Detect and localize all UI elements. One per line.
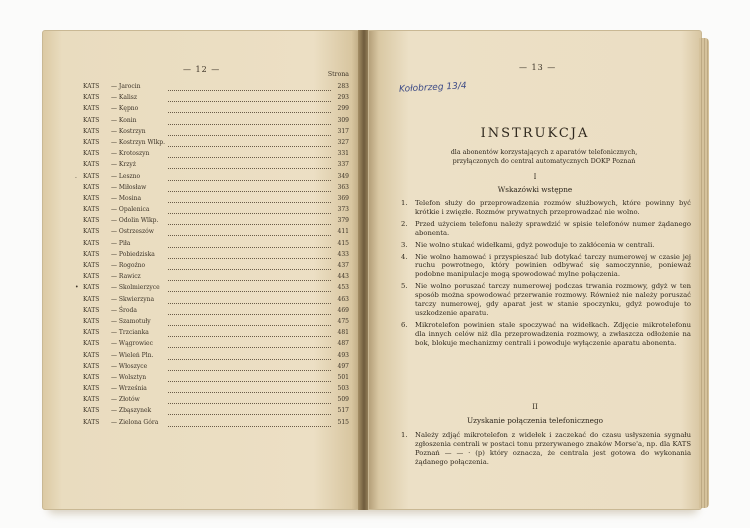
entry-page: 453 <box>337 284 349 292</box>
entry-page: 517 <box>337 407 349 415</box>
index-entry <box>83 374 349 385</box>
index-entry <box>83 128 349 139</box>
entry-name: — Trzcianka <box>111 329 149 337</box>
left-page-number: — 12 — <box>183 65 221 74</box>
leader-dots <box>168 321 331 326</box>
entry-name: — Włoszyce <box>111 362 148 370</box>
entry-name: — Leszno <box>111 172 141 180</box>
item-number: 5. <box>401 282 408 291</box>
entry-name: — Mosina <box>111 194 142 202</box>
entry-prefix: KATS <box>83 362 100 370</box>
entry-page: 327 <box>337 138 349 146</box>
entry-page: 317 <box>337 127 349 135</box>
entry-prefix: KATS <box>83 150 100 158</box>
item-text: Nie wolno stukać widełkami, gdyż powoduje to zakłócenia w centrali. <box>415 240 655 249</box>
index-entry <box>83 307 349 318</box>
leader-dots <box>168 399 331 404</box>
entry-page: 379 <box>337 217 349 225</box>
entry-page: 475 <box>337 317 349 325</box>
leader-dots <box>168 287 331 292</box>
entry-name: — Rawicz <box>111 273 141 281</box>
leader-dots <box>168 254 331 259</box>
entry-page: 299 <box>337 105 349 113</box>
entry-name: — Krotoszyn <box>111 150 150 158</box>
entry-prefix: KATS <box>83 161 100 169</box>
entry-name: — Wieleń Pln. <box>111 351 154 359</box>
index-entry <box>75 172 349 184</box>
section-2-list <box>401 431 691 470</box>
entry-prefix: KATS <box>83 172 100 180</box>
entry-page: 433 <box>337 250 349 258</box>
exchange-index-list <box>75 83 349 430</box>
entry-prefix: KATS <box>83 94 100 102</box>
section-1-title: Wskazówki wstępne <box>497 185 573 194</box>
instruction-item <box>401 321 691 348</box>
entry-page: 481 <box>337 329 349 337</box>
subtitle-line-1: dla abonentów korzystających z aparatów telefonicznych, <box>450 148 638 156</box>
entry-name: — Jarocin <box>111 83 141 90</box>
item-number: 6. <box>401 320 408 329</box>
leader-dots <box>168 265 331 270</box>
page-edges <box>699 38 709 508</box>
leader-dots <box>168 343 331 348</box>
entry-prefix: KATS <box>83 385 100 393</box>
handwritten-note: Kołobrzeg 13/4 <box>398 81 467 95</box>
entry-prefix: KATS <box>83 284 100 292</box>
entry-prefix: KATS <box>83 396 100 404</box>
margin-mark: . <box>75 172 77 180</box>
instruction-item <box>401 199 691 217</box>
entry-name: — Konin <box>111 116 137 124</box>
leader-dots <box>168 332 331 337</box>
index-entry <box>83 419 349 430</box>
entry-prefix: KATS <box>83 217 100 225</box>
entry-page: 463 <box>337 295 349 303</box>
index-entry <box>83 273 349 284</box>
leader-dots <box>168 120 331 125</box>
entry-name: — Krzyż <box>111 161 136 169</box>
instruction-item <box>401 220 691 238</box>
index-entry <box>83 217 349 228</box>
entry-name: — Ostrzeszów <box>111 228 154 236</box>
leader-dots <box>168 220 331 225</box>
entry-prefix: KATS <box>83 127 100 135</box>
entry-prefix: KATS <box>83 295 100 303</box>
leader-dots <box>168 366 331 371</box>
entry-name: — Piła <box>111 239 131 247</box>
instruction-item <box>401 282 691 318</box>
item-number: 3. <box>401 240 408 249</box>
leader-dots <box>168 97 331 102</box>
entry-prefix: KATS <box>83 105 100 113</box>
entry-page: 363 <box>337 183 349 191</box>
entry-name: — Pobiedziska <box>111 250 155 258</box>
right-page <box>368 30 702 510</box>
item-number: 4. <box>401 252 408 261</box>
leader-dots <box>168 243 331 248</box>
index-entry <box>83 228 349 239</box>
entry-name: — Złotów <box>111 396 140 404</box>
entry-prefix: KATS <box>83 138 100 146</box>
entry-prefix: KATS <box>83 183 100 191</box>
index-entry <box>83 184 349 195</box>
entry-page: 331 <box>337 150 349 158</box>
index-entry <box>83 251 349 262</box>
entry-name: — Środa <box>111 306 137 314</box>
item-text: Nie wolno poruszać tarczy numerowej podczas trwania rozmowy, gdyż w ten sposób można spowodować przerwanie rozmowy. Również nie należy poruszać tarczy numerowej, gdy aparat jest w stanie spoczynku, gdyż powoduje to uszkodzenie aparatu. <box>415 282 691 317</box>
item-number: 1. <box>401 199 408 207</box>
entry-page: 497 <box>337 362 349 370</box>
instruction-title: INSTRUKCJA <box>480 126 590 141</box>
entry-name: — Skolmierzyce <box>111 284 160 292</box>
leader-dots <box>168 153 331 158</box>
leader-dots <box>168 377 331 382</box>
item-text: Należy zdjąć mikrotelefon z widełek i zaczekać do czasu usłyszenia sygnału zgłoszenia centrali w postaci tonu przerywanego znaków Morse'a, np. dla KATS Poznań — — · (p) który oznacza, że centrala jest gotowa do wykonania żądanego połączenia. <box>415 431 691 466</box>
index-entry <box>83 262 349 273</box>
index-entry <box>83 94 349 105</box>
entry-prefix: KATS <box>83 317 100 325</box>
entry-page: 487 <box>337 340 349 348</box>
entry-prefix: KATS <box>83 250 100 258</box>
leader-dots <box>168 276 331 281</box>
column-header-strona: Strona <box>327 71 349 78</box>
entry-page: 469 <box>337 306 349 314</box>
entry-page: 437 <box>337 262 349 269</box>
leader-dots <box>168 176 331 181</box>
index-entry <box>83 105 349 116</box>
entry-page: 373 <box>337 206 349 214</box>
leader-dots <box>168 86 331 91</box>
entry-prefix: KATS <box>83 194 100 202</box>
entry-page: 369 <box>337 194 349 202</box>
entry-name: — Kępno <box>111 105 139 113</box>
entry-name: — Rogoźno <box>111 262 146 269</box>
leader-dots <box>168 209 331 214</box>
index-entry <box>83 396 349 407</box>
open-booklet <box>42 30 702 512</box>
index-entry <box>83 139 349 150</box>
entry-name: — Szamotuły <box>111 317 151 325</box>
index-entry <box>83 352 349 363</box>
entry-page: 493 <box>337 351 349 359</box>
entry-page: 501 <box>337 373 349 381</box>
item-text: Mikrotelefon powinien stale spoczywać na widełkach. Zdjęcie mikrotelefonu dla innych celów niż dla przeprowadzenia rozmowy, a zwłaszcza odłożenie na bok, blokuje mechanizmy centrali i powoduje wyłączenie aparatu abonenta. <box>415 320 691 347</box>
leader-dots <box>168 310 331 315</box>
leader-dots <box>168 108 331 113</box>
index-entry <box>83 363 349 374</box>
section-2-number: II <box>532 403 538 411</box>
section-1-list <box>401 199 691 351</box>
index-entry <box>83 240 349 251</box>
index-entry <box>83 407 349 418</box>
item-text: Nie wolno hamować i przyspieszać lub dotykać tarczy numerowej w czasie jej ruchu powrotnego, który powinien odbywać się samoczynnie, ponieważ podobne manipulacje mogą spowodować mylne połączenia. <box>415 252 691 279</box>
subtitle-line-2: przyłączonych do central automatycznych DOKP Poznań <box>452 157 636 165</box>
item-text: Telefon służy do przeprowadzenia rozmów służbowych, które powinny być krótkie i zwięzłe. Rozmów prywatnych przeprowadzać nie wolno. <box>415 199 691 216</box>
entry-prefix: KATS <box>83 239 100 247</box>
index-entry <box>83 83 349 94</box>
entry-page: 415 <box>337 239 349 247</box>
leader-dots <box>168 198 331 203</box>
entry-name: — Wągrowiec <box>111 340 153 348</box>
entry-name: — Opalenica <box>111 206 150 214</box>
leader-dots <box>168 388 331 393</box>
index-entry <box>83 195 349 206</box>
entry-prefix: KATS <box>83 206 100 214</box>
entry-page: 309 <box>337 116 349 124</box>
entry-page: 503 <box>337 385 349 393</box>
index-entry <box>75 284 349 295</box>
entry-page: 515 <box>337 418 349 426</box>
entry-name: — Wolsztyn <box>111 373 147 381</box>
leader-dots <box>168 410 331 415</box>
leader-dots <box>168 231 331 236</box>
leader-dots <box>168 131 331 136</box>
entry-name: — Kostrzyn Wlkp. <box>111 138 165 146</box>
entry-name: — Kostrzyn <box>111 127 146 135</box>
instruction-item <box>401 253 691 280</box>
entry-prefix: KATS <box>83 351 100 359</box>
leader-dots <box>168 164 331 169</box>
entry-name: — Skwierzyna <box>111 295 155 303</box>
entry-name: — Września <box>111 385 147 393</box>
entry-page: 337 <box>337 161 349 169</box>
leader-dots <box>168 422 331 427</box>
entry-page: 293 <box>337 94 349 102</box>
entry-page: 509 <box>337 396 349 404</box>
leader-dots <box>168 299 331 304</box>
leader-dots <box>168 355 331 360</box>
entry-name: — Zbąszynek <box>111 407 152 415</box>
entry-name: — Miłosław <box>111 183 147 191</box>
entry-page: 349 <box>337 172 349 180</box>
instruction-subtitle <box>409 148 679 166</box>
index-entry <box>83 150 349 161</box>
index-entry <box>83 161 349 172</box>
entry-prefix: KATS <box>83 340 100 348</box>
entry-prefix: KATS <box>83 262 100 269</box>
entry-name: — Zielona Góra <box>111 418 159 426</box>
index-entry <box>83 340 349 351</box>
entry-prefix: KATS <box>83 273 100 281</box>
right-page-number: — 13 — <box>519 63 557 72</box>
entry-name: — Kalisz <box>111 94 138 102</box>
entry-name: — Odolin Wlkp. <box>111 217 159 225</box>
entry-page: 411 <box>337 228 349 236</box>
index-entry <box>83 206 349 217</box>
margin-mark: • <box>75 284 79 292</box>
entry-page: 443 <box>337 273 349 281</box>
entry-prefix: KATS <box>83 373 100 381</box>
item-number: 1. <box>401 431 408 439</box>
item-text: Przed użyciem telefonu należy sprawdzić w spisie telefonów numer żądanego abonenta. <box>415 219 691 237</box>
index-entry <box>83 318 349 329</box>
entry-prefix: KATS <box>83 116 100 124</box>
item-number: 2. <box>401 219 408 228</box>
entry-page: 283 <box>337 83 349 90</box>
index-entry <box>83 385 349 396</box>
index-entry <box>83 117 349 128</box>
section-1-number: I <box>533 173 537 181</box>
leader-dots <box>168 187 331 192</box>
instruction-item <box>401 431 691 467</box>
entry-prefix: KATS <box>83 228 100 236</box>
index-entry <box>83 329 349 340</box>
section-2-title: Uzyskanie połączenia telefonicznego <box>466 416 604 425</box>
index-entry <box>83 296 349 307</box>
instruction-item <box>401 241 691 250</box>
entry-prefix: KATS <box>83 83 100 90</box>
entry-prefix: KATS <box>83 407 100 415</box>
left-page <box>42 30 362 510</box>
entry-prefix: KATS <box>83 329 100 337</box>
entry-prefix: KATS <box>83 306 100 314</box>
entry-prefix: KATS <box>83 418 100 426</box>
leader-dots <box>168 142 331 147</box>
